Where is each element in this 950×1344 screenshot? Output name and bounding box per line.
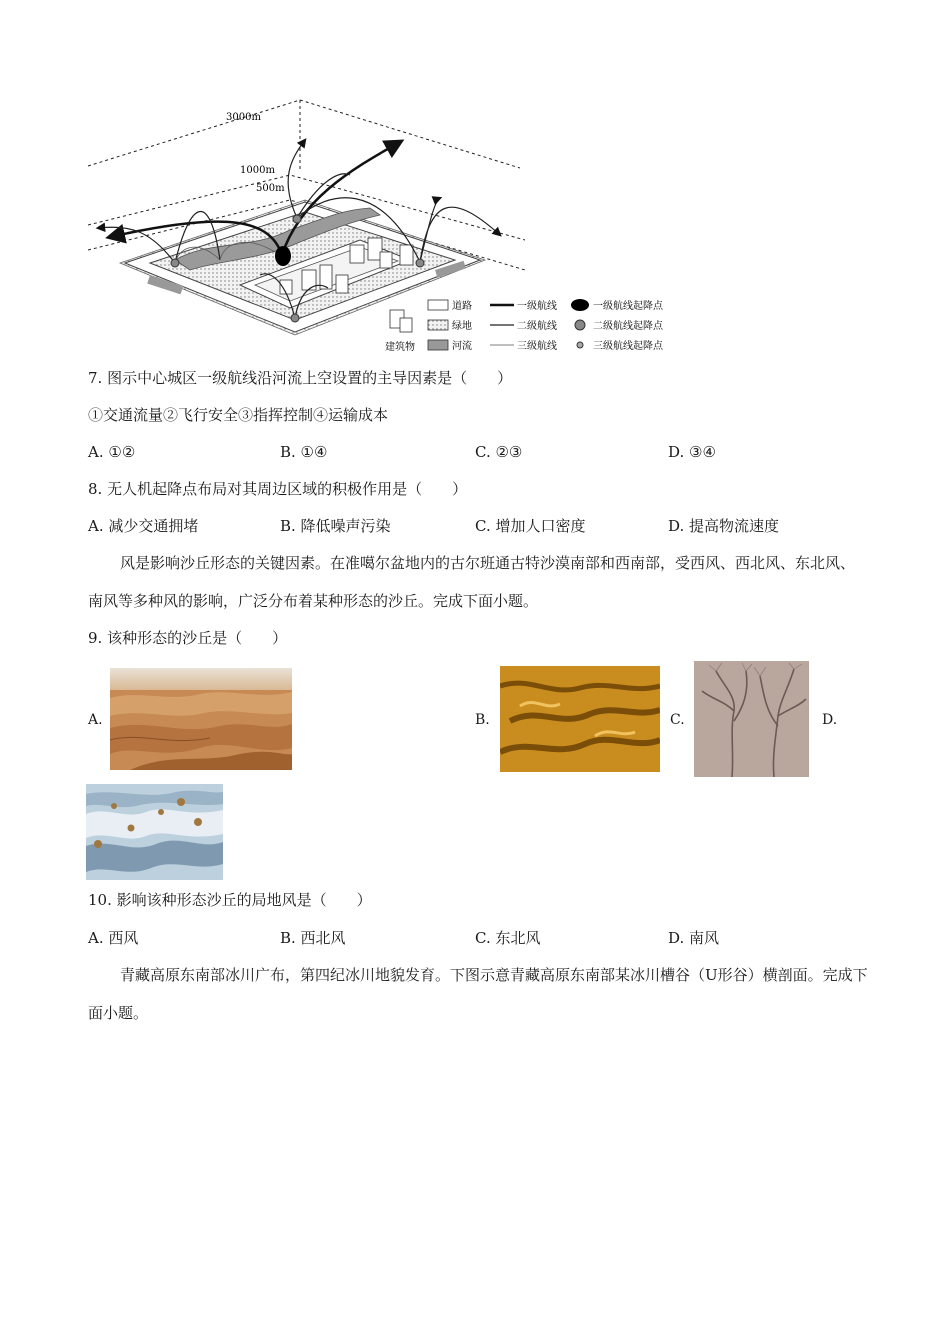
q9-stem: 9. 该种形态的沙丘是（ ） <box>88 629 288 647</box>
legend-point2: 二级航线起降点 <box>593 321 663 332</box>
passage-glacier: 青藏高原东南部冰川广布，第四纪冰川地貌发育。下图示意青藏高原东南部某冰川槽谷（U形谷）横剖面。完成下面小题。 <box>88 966 868 1022</box>
q8-option-b[interactable]: B. 降低噪声污染 <box>280 517 391 535</box>
q10-stem: 10. 影响该种形态沙丘的局地风是（ ） <box>88 891 372 909</box>
legend-river: 河流 <box>452 341 472 352</box>
dune-photo-b[interactable] <box>500 666 660 772</box>
q9-label-b[interactable]: B. <box>475 712 490 728</box>
q7-stem: 7. 图示中心城区一级航线沿河流上空设置的主导因素是（ ） <box>88 369 513 387</box>
legend-road: 道路 <box>452 301 472 312</box>
legend-route2: 二级航线 <box>517 321 557 332</box>
altitude-3000: 3000m <box>226 112 261 123</box>
passage-dunes: 风是影响沙丘形态的关键因素。在准噶尔盆地内的古尔班通古特沙漠南部和西南部，受西风、西北风、东北风、南风等多种风的影响，广泛分布着某种形态的沙丘。完成下面小题。 <box>88 554 856 610</box>
q10-option-c[interactable]: C. 东北风 <box>475 929 541 947</box>
dune-photo-c[interactable] <box>694 661 809 777</box>
drone-route-diagram <box>80 80 690 360</box>
legend-green: 绿地 <box>452 321 472 332</box>
dune-photo-d[interactable] <box>86 784 223 880</box>
altitude-500: 500m <box>256 183 285 194</box>
q10-option-a[interactable]: A. 西风 <box>88 929 139 947</box>
q7-option-b[interactable]: B. ①④ <box>280 443 328 461</box>
q9-label-c[interactable]: C. <box>670 712 685 728</box>
q8-option-a[interactable]: A. 减少交通拥堵 <box>88 517 199 535</box>
legend-point1: 一级航线起降点 <box>593 301 663 312</box>
legend-route1: 一级航线 <box>517 301 557 312</box>
legend-point3: 三级航线起降点 <box>593 341 663 352</box>
q8-stem: 8. 无人机起降点布局对其周边区域的积极作用是（ ） <box>88 480 468 498</box>
q7-factors: ①交通流量②飞行安全③指挥控制④运输成本 <box>88 406 389 424</box>
altitude-1000: 1000m <box>240 165 275 176</box>
q7-option-d[interactable]: D. ③④ <box>668 443 716 461</box>
q9-label-d[interactable]: D. <box>822 712 838 728</box>
legend-route3: 三级航线 <box>517 341 557 352</box>
diagram-legend <box>385 299 664 353</box>
legend-building: 建筑物 <box>385 342 415 353</box>
q7-option-a[interactable]: A. ①② <box>88 443 136 461</box>
q8-option-d[interactable]: D. 提高物流速度 <box>668 517 780 535</box>
dune-photo-a[interactable] <box>110 668 292 770</box>
q10-option-d[interactable]: D. 南风 <box>668 929 720 947</box>
q10-option-b[interactable]: B. 西北风 <box>280 929 346 947</box>
q7-option-c[interactable]: C. ②③ <box>475 443 523 461</box>
q8-option-c[interactable]: C. 增加人口密度 <box>475 517 586 535</box>
q9-label-a[interactable]: A. <box>88 712 103 728</box>
